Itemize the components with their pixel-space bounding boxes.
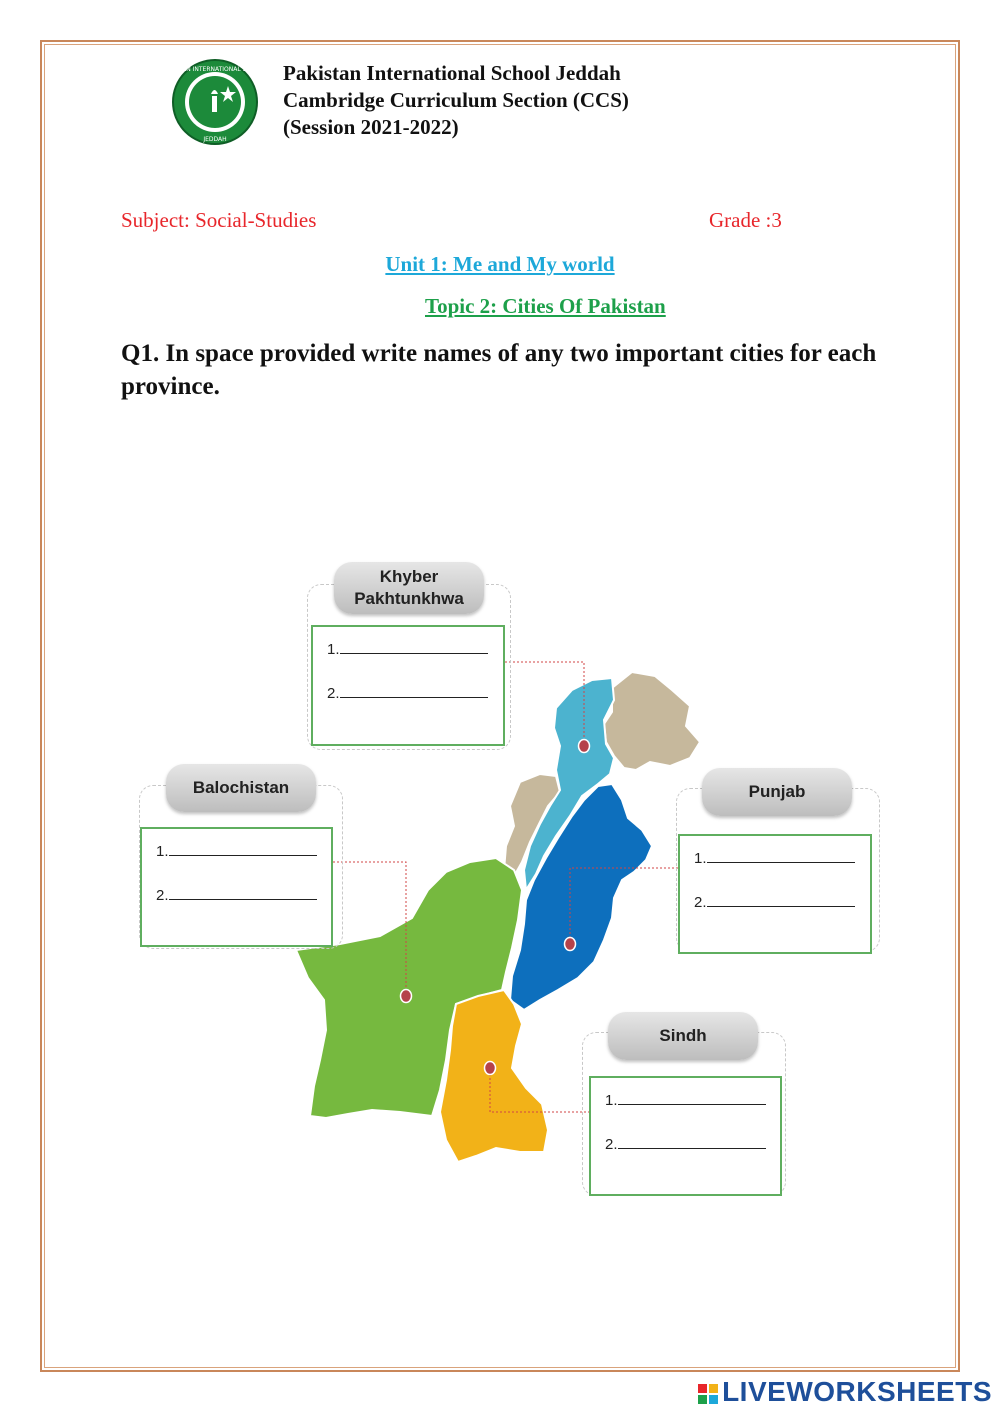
balochistan-answer-1-blank[interactable] <box>169 841 317 856</box>
balochistan-answer-2[interactable] <box>156 885 317 904</box>
sindh-answer-1[interactable] <box>605 1090 766 1109</box>
logo-text-bottom: JEDDAH <box>203 136 227 143</box>
punjab-label-text: Punjab <box>748 782 806 801</box>
marker-kpk <box>579 740 590 753</box>
curriculum-section: Cambridge Curriculum Section (CCS) <box>283 88 629 112</box>
kpk-answer-1-number: 1. <box>327 641 340 658</box>
balochistan-answer-2-blank[interactable] <box>169 885 317 900</box>
kpk-answer-2-blank[interactable] <box>340 683 488 698</box>
punjab-answer-2-blank[interactable] <box>707 892 855 907</box>
punjab-answer-1-number: 1. <box>694 850 707 867</box>
sindh-answer-2[interactable] <box>605 1134 766 1153</box>
punjab-answer-box <box>678 834 872 954</box>
balochistan-label-text: Balochistan <box>192 778 290 797</box>
punjab-label <box>702 768 852 816</box>
marker-punjab <box>565 938 576 951</box>
balochistan-label <box>166 764 316 812</box>
kpk-label-line2: Pakhtunkhwa <box>354 589 464 608</box>
school-name: Pakistan International School Jeddah <box>283 61 621 85</box>
kpk-answer-box <box>311 625 505 746</box>
balochistan-answer-2-number: 2. <box>156 887 169 904</box>
balochistan-answer-1-number: 1. <box>156 843 169 860</box>
kpk-answer-1[interactable] <box>327 639 488 658</box>
topic-title: Topic 2: Cities Of Pakistan <box>425 294 666 318</box>
kpk-answer-2[interactable] <box>327 683 488 702</box>
balochistan-answer-1[interactable] <box>156 841 317 860</box>
grade: Grade :3 <box>709 208 782 232</box>
punjab-answer-2-number: 2. <box>694 894 707 911</box>
sindh-answer-1-number: 1. <box>605 1092 618 1109</box>
liveworksheets-logo-icon <box>698 1384 718 1404</box>
punjab-answer-1[interactable] <box>694 848 855 867</box>
question-text: Q1. In space provided write names of any two important cities for each province. <box>121 340 877 400</box>
sindh-answer-box <box>589 1076 782 1196</box>
sindh-answer-1-blank[interactable] <box>618 1090 766 1105</box>
region-sindh <box>440 990 548 1162</box>
region-northern <box>604 672 700 770</box>
sindh-answer-2-blank[interactable] <box>618 1134 766 1149</box>
session: (Session 2021-2022) <box>283 115 459 139</box>
sindh-label <box>608 1012 758 1060</box>
marker-sindh <box>485 1062 496 1075</box>
kpk-answer-1-blank[interactable] <box>340 639 488 654</box>
punjab-answer-2[interactable] <box>694 892 855 911</box>
liveworksheets-brand-text: LIVEWORKSHEETS <box>722 1376 992 1407</box>
kpk-label-line1: Khyber <box>379 567 439 586</box>
sindh-answer-2-number: 2. <box>605 1136 618 1153</box>
kpk-label <box>334 562 484 614</box>
marker-balochistan <box>401 990 412 1003</box>
balochistan-answer-box <box>140 827 333 947</box>
liveworksheets-brand[interactable] <box>698 1376 992 1408</box>
subject: Subject: Social-Studies <box>121 208 317 232</box>
sindh-label-text: Sindh <box>659 1026 707 1045</box>
kpk-answer-2-number: 2. <box>327 685 340 702</box>
punjab-answer-1-blank[interactable] <box>707 848 855 863</box>
unit-title-text: Unit 1: Me and My world <box>385 252 615 276</box>
logo-text-top: PAKISTAN INTERNATIONAL SCHOOL <box>162 66 268 73</box>
